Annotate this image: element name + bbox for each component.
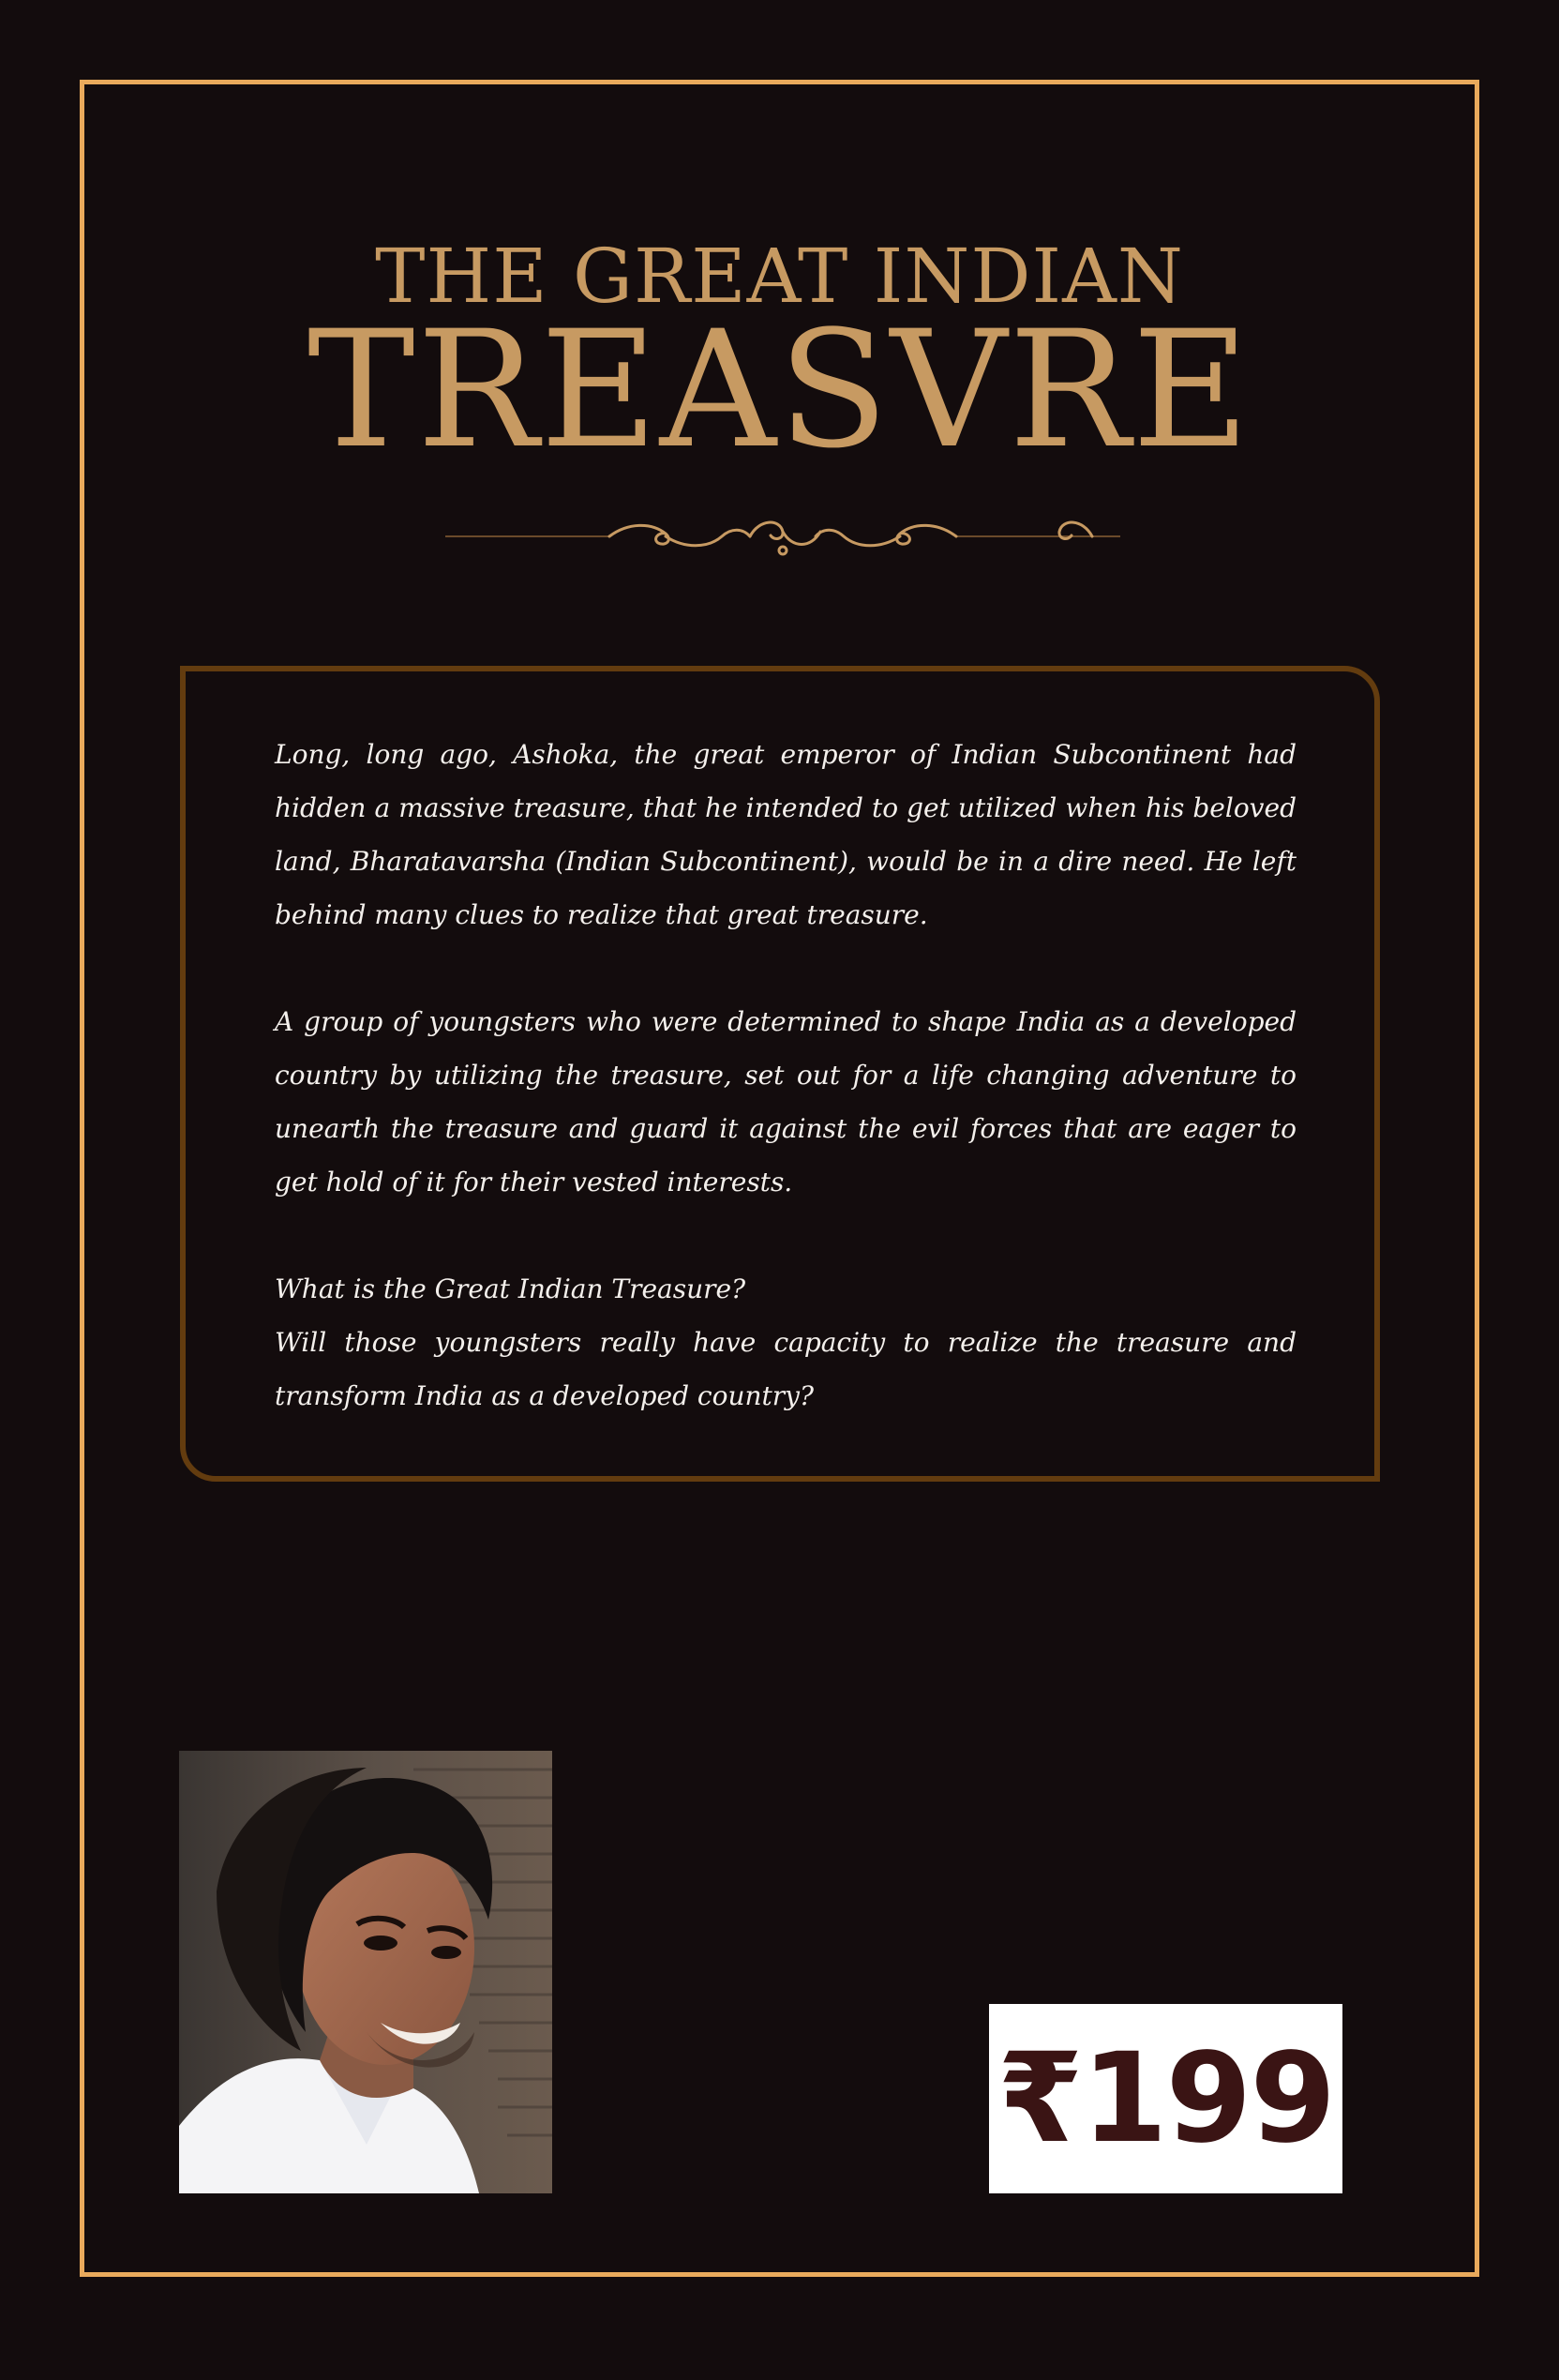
blurb-question-1: What is the Great Indian Treasure? xyxy=(275,1273,746,1304)
title-line-1: THE GREAT INDIAN xyxy=(375,233,1184,320)
author-photo xyxy=(179,1751,552,2193)
blurb-question-2: Will those youngsters really have capacity to realize the treasure and transform India as a developed country? xyxy=(275,1327,1297,1411)
ornament-divider-icon xyxy=(441,511,1125,563)
blurb-text xyxy=(275,728,1297,1423)
blurb-paragraph-2: A group of youngsters who were determined to shape India as a developed country by utilizing the treasure, set out for a life changing adventure to unearth the treasure and guard it against the evil forces that are eager to get hold of it for their vested interests. xyxy=(275,1006,1297,1198)
blurb-paragraph-1: Long, long ago, Ashoka, the great emperor of Indian Subcontinent had hidden a massive treasure, that he intended to get utilized when his beloved land, Bharatavarsha (Indian Subcontinent), would be in a dire need. He left behind many clues to realize that great treasure. xyxy=(275,739,1297,930)
price-tag xyxy=(989,2004,1342,2193)
price-label: ₹199 xyxy=(997,2026,1335,2171)
title-line-2: TREASVRE xyxy=(307,295,1252,484)
